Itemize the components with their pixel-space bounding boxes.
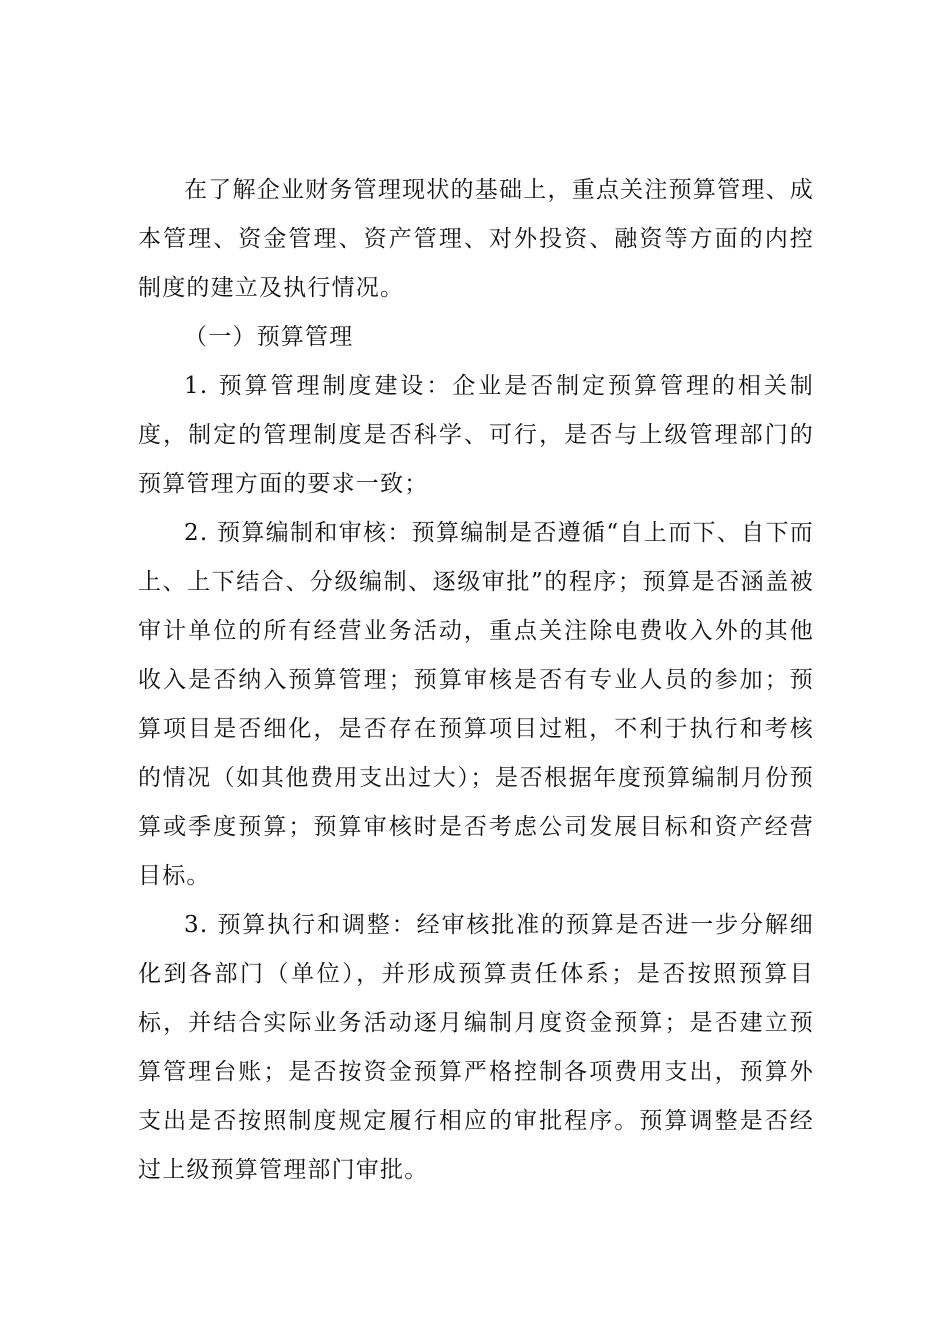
section-heading: （一）预算管理 [184,324,354,350]
item-paragraph-3: 3. 预算执行和调整：经审核批准的预算是否进一步分解细化到各部门（单位），并形成预算责任体系；是否按照预算目标，并结合实际业务活动逐月编制月度资金预算；是否建立预算管理台账；是否按资金预算严格控制各项费用支出，预算外支出是否按照制度规定履行相应的审批程序。预算调整是否经过上级预算管理部门审批。 [138,912,814,1183]
intro-paragraph: 在了解企业财务管理现状的基础上，重点关注预算管理、成本管理、资金管理、资产管理、对外投资、融资等方面的内控制度的建立及执行情况。 [138,177,814,301]
document-page [138,166,814,1195]
item-paragraph-2: 2. 预算编制和审核：预算编制是否遵循“自上而下、自下而上、上下结合、分级编制、逐级审批”的程序；预算是否涵盖被审计单位的所有经营业务活动，重点关注除电费收入外的其他收入是否纳入预算管理；预算审核是否有专业人员的参加；预算项目是否细化，是否存在预算项目过粗，不利于执行和考核的情况（如其他费用支出过大）；是否根据年度预算编制月份预算或季度预算；预算审核时是否考虑公司发展目标和资产经营目标。 [138,520,814,889]
item-paragraph-1: 1. 预算管理制度建设：企业是否制定预算管理的相关制度，制定的管理制度是否科学、可行，是否与上级管理部门的预算管理方面的要求一致； [138,373,814,497]
